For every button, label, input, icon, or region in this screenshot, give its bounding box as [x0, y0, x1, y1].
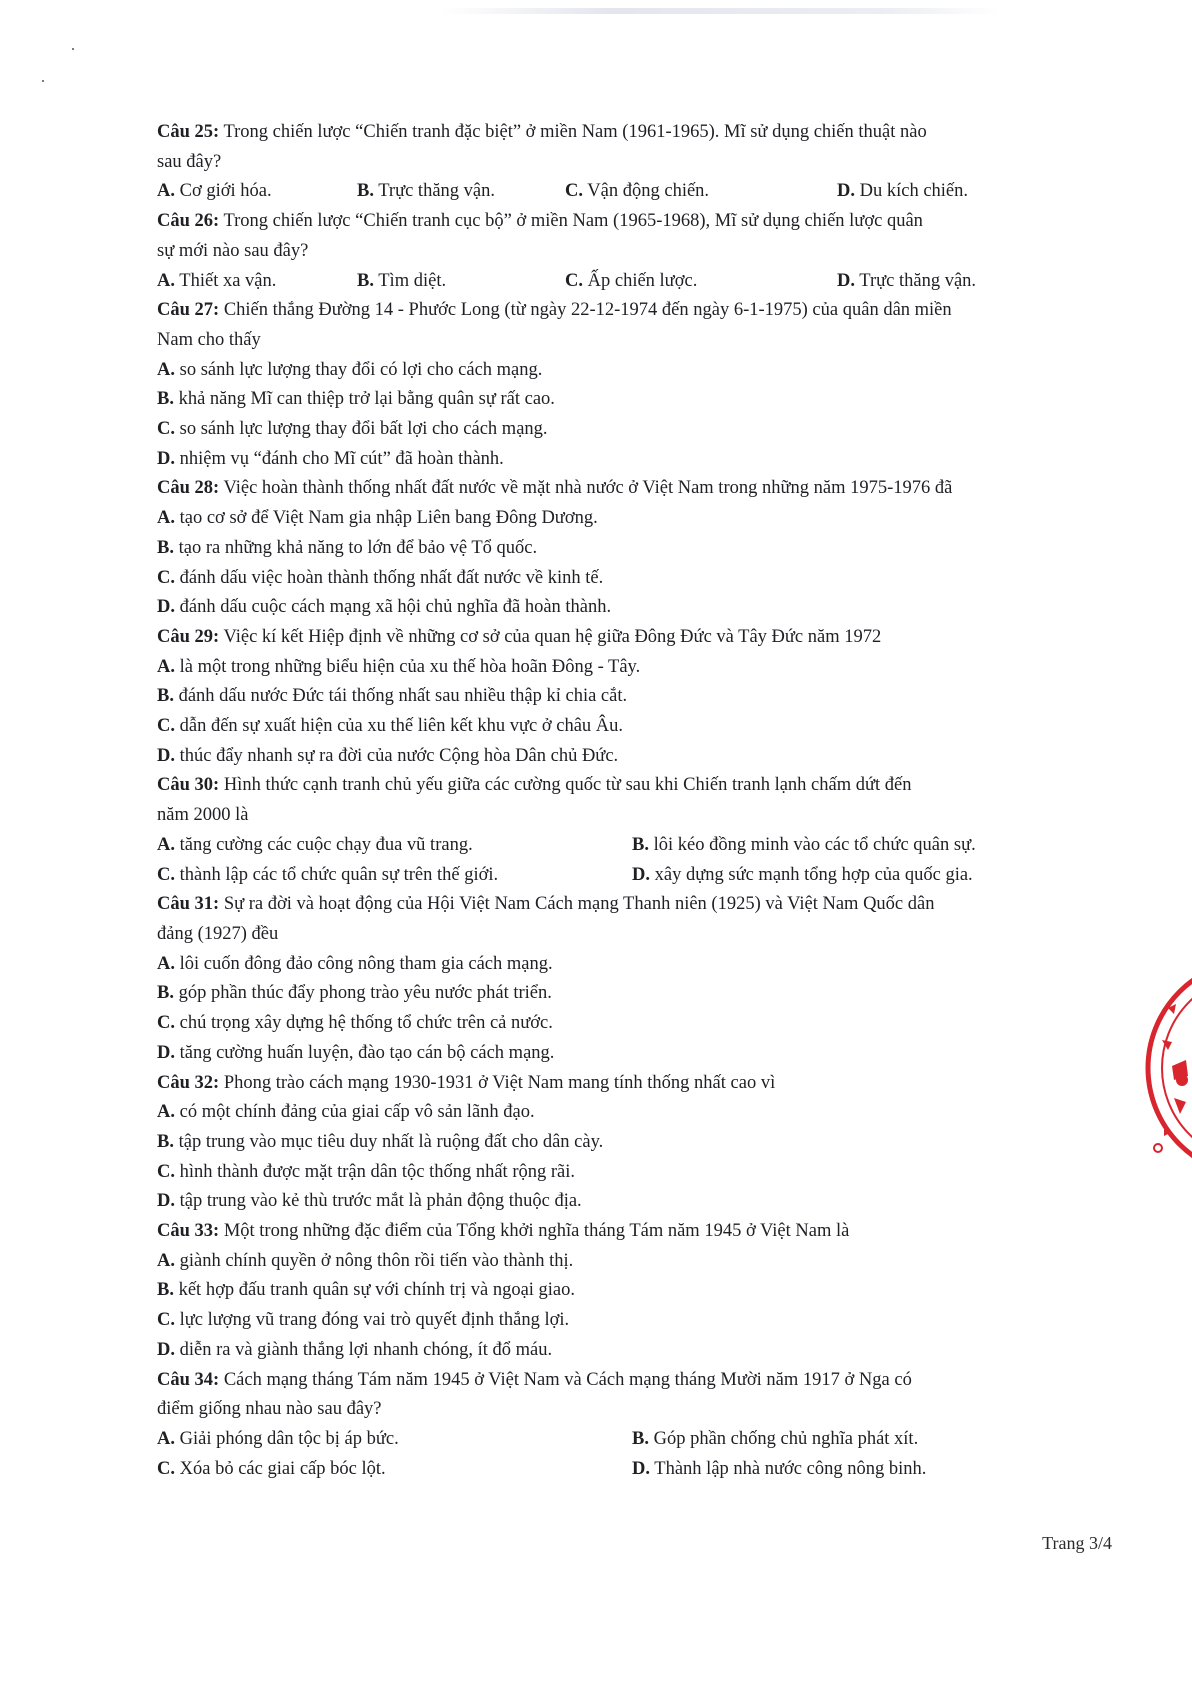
option-text: tạo cơ sở để Việt Nam gia nhập Liên bang Đông Dương.: [175, 508, 598, 529]
question-stem-line: [157, 474, 1112, 504]
option-letter: A.: [157, 834, 175, 855]
answer-option: [157, 746, 618, 766]
option-letter: C.: [565, 181, 583, 202]
option-text: tăng cường huấn luyện, đào tạo cán bộ cách mạng.: [175, 1042, 555, 1063]
option-text: tập trung vào kẻ thù trước mắt là phản động thuộc địa.: [175, 1191, 582, 1212]
option-text: lực lượng vũ trang đóng vai trò quyết định thắng lợi.: [175, 1310, 570, 1331]
option-letter: A.: [157, 953, 175, 974]
answer-option: [157, 449, 504, 469]
answer-option: [157, 597, 611, 617]
question-25: [157, 118, 1112, 207]
option-text: so sánh lực lượng thay đổi bất lợi cho cách mạng.: [175, 419, 548, 440]
question-30: [157, 771, 1112, 890]
option-letter: B.: [632, 834, 649, 855]
question-stem-line: [157, 207, 1112, 237]
answer-option: [157, 983, 552, 1003]
question-stem-line: [157, 296, 1112, 326]
option-letter: D.: [837, 181, 855, 202]
option-letter: B.: [157, 389, 174, 410]
option-letter: A.: [157, 1428, 175, 1449]
option-letter: D.: [157, 597, 175, 618]
question-stem-line: [157, 118, 1112, 148]
answer-option: [157, 835, 473, 855]
answer-option: [157, 538, 537, 558]
option-letter: D.: [157, 745, 175, 766]
option-letter: C.: [565, 270, 583, 291]
answer-option: [565, 271, 697, 291]
options-row: [157, 267, 1112, 297]
option-text: đánh dấu việc hoàn thành thống nhất đất nước về kinh tế.: [175, 567, 604, 588]
question-31: [157, 890, 1112, 1068]
option-text: tập trung vào mục tiêu duy nhất là ruộng đất cho dân cày.: [173, 1131, 604, 1152]
answer-option: [157, 1102, 535, 1122]
option-text: Trực thăng vận.: [373, 181, 495, 202]
option-letter: D.: [157, 448, 175, 469]
answer-option: [632, 1429, 918, 1449]
option-text: tăng cường các cuộc chạy đua vũ trang.: [175, 834, 473, 855]
answer-option: [632, 835, 976, 855]
answer-option: [157, 1459, 386, 1479]
question-number: Câu 29:: [157, 626, 220, 647]
question-number: Câu 31:: [157, 894, 220, 915]
options-row: [157, 1425, 1112, 1455]
question-number: Câu 30:: [157, 775, 220, 796]
option-text: có một chính đảng của giai cấp vô sản lãnh đạo.: [175, 1102, 535, 1123]
option-text: chú trọng xây dựng hệ thống tổ chức trên cả nước.: [175, 1013, 553, 1034]
option-letter: C.: [157, 419, 175, 440]
question-stem-text: Hình thức cạnh tranh chủ yếu giữa các cường quốc từ sau khi Chiến tranh lạnh chấm dứt đến: [219, 775, 912, 796]
answer-option: [157, 508, 598, 528]
scan-speck: [42, 80, 44, 82]
question-stem-text: Một trong những đặc điểm của Tổng khởi nghĩa tháng Tám năm 1945 ở Việt Nam là: [219, 1221, 850, 1242]
option-text: Ấp chiến lược.: [583, 270, 698, 291]
option-letter: C.: [157, 716, 175, 737]
answer-option: [837, 181, 968, 201]
option-text: khả năng Mĩ can thiệp trở lại bằng quân sự rất cao.: [173, 389, 555, 410]
question-stem-line: [157, 1366, 1112, 1396]
option-text: Thiết xa vận.: [175, 270, 277, 291]
answer-option: [157, 1310, 569, 1330]
option-letter: A.: [157, 508, 175, 529]
question-stem-text: Trong chiến lược “Chiến tranh đặc biệt” ở miền Nam (1961-1965). Mĩ sử dụng chiến thuật nào: [219, 122, 927, 142]
answer-option: [157, 181, 272, 201]
option-letter: D.: [632, 1458, 650, 1479]
option-text: giành chính quyền ở nông thôn rồi tiến vào thành thị.: [175, 1250, 574, 1271]
option-text: Thành lập nhà nước công nông binh.: [650, 1458, 927, 1479]
answer-option: [632, 1459, 926, 1479]
option-text: Trực thăng vận.: [855, 270, 977, 291]
options-row: [157, 177, 1112, 207]
question-number: Câu 32:: [157, 1072, 220, 1093]
answer-option: [157, 1013, 553, 1033]
answer-option: [157, 1251, 573, 1271]
question-stem-text: Phong trào cách mạng 1930-1931 ở Việt Nam mang tính thống nhất cao vì: [219, 1072, 776, 1093]
question-stem-line: [157, 890, 1112, 920]
answer-option: [157, 954, 553, 974]
answer-option: [837, 271, 976, 291]
option-text: Du kích chiến.: [855, 181, 969, 202]
option-text: Tìm diệt.: [373, 270, 447, 291]
option-text: Góp phần chống chủ nghĩa phát xít.: [648, 1428, 919, 1449]
option-letter: B.: [157, 537, 174, 558]
scan-smudge: [440, 8, 1000, 14]
option-letter: A.: [157, 1250, 175, 1271]
option-letter: B.: [357, 270, 374, 291]
option-letter: B.: [157, 686, 174, 707]
option-text: góp phần thúc đẩy phong trào yêu nước phát triển.: [173, 983, 552, 1004]
questions-list: [157, 118, 1112, 1484]
option-letter: C.: [157, 864, 175, 885]
option-text: Vận động chiến.: [583, 181, 710, 202]
question-stem-text: điểm giống nhau nào sau đây?: [157, 1399, 382, 1420]
question-stem-line: [157, 326, 1112, 356]
option-letter: A.: [157, 656, 175, 677]
scan-speck: [72, 48, 74, 50]
option-text: đánh dấu nước Đức tái thống nhất sau nhiều thập kỉ chia cắt.: [173, 686, 628, 707]
option-letter: C.: [157, 1458, 175, 1479]
answer-option: [157, 1162, 575, 1182]
options-row: [157, 1455, 1112, 1485]
question-stem-line: [157, 920, 1112, 950]
question-32: [157, 1069, 1112, 1218]
answer-option: [157, 1132, 603, 1152]
answer-option: [632, 865, 973, 885]
question-stem-line: [157, 1395, 1112, 1425]
option-text: so sánh lực lượng thay đổi có lợi cho cách mạng.: [175, 359, 543, 380]
option-text: kết hợp đấu tranh quân sự với chính trị và ngoại giao.: [173, 1280, 576, 1301]
answer-option: [565, 181, 709, 201]
option-letter: A.: [157, 1102, 175, 1123]
option-text: diễn ra và giành thắng lợi nhanh chóng, ít đổ máu.: [175, 1339, 553, 1360]
question-stem-text: sau đây?: [157, 151, 222, 172]
question-27: [157, 296, 1112, 474]
answer-option: [157, 1043, 554, 1063]
answer-option: [157, 686, 627, 706]
option-text: thúc đẩy nhanh sự ra đời của nước Cộng hòa Dân chủ Đức.: [175, 745, 619, 766]
answer-option: [157, 389, 555, 409]
answer-option: [157, 1340, 552, 1360]
question-stem-text: Việc kí kết Hiệp định về những cơ sở của quan hệ giữa Đông Đức và Tây Đức năm 1972: [219, 626, 882, 647]
answer-option: [157, 657, 640, 677]
answer-option: [157, 271, 276, 291]
answer-option: [157, 360, 542, 380]
option-text: lôi cuốn đông đảo công nông tham gia cách mạng.: [175, 953, 553, 974]
question-stem-text: Sự ra đời và hoạt động của Hội Việt Nam Cách mạng Thanh niên (1925) và Việt Nam Quốc dân: [219, 894, 935, 915]
question-stem-text: năm 2000 là: [157, 805, 249, 826]
question-stem-line: [157, 148, 1112, 178]
question-number: Câu 26:: [157, 211, 220, 232]
answer-option: [157, 1280, 575, 1300]
question-number: Câu 34:: [157, 1369, 220, 1390]
options-row: [157, 861, 1112, 891]
option-text: dẫn đến sự xuất hiện của xu thế liên kết khu vực ở châu Âu.: [175, 716, 624, 737]
option-letter: B.: [632, 1428, 649, 1449]
option-text: Cơ giới hóa.: [175, 181, 272, 202]
answer-option: [157, 1429, 399, 1449]
question-stem-line: [157, 771, 1112, 801]
option-letter: B.: [157, 1131, 174, 1152]
question-26: [157, 207, 1112, 296]
option-text: xây dựng sức mạnh tổng hợp của quốc gia.: [650, 864, 973, 885]
option-letter: B.: [157, 1280, 174, 1301]
question-stem-line: [157, 801, 1112, 831]
answer-option: [357, 271, 446, 291]
question-34: [157, 1366, 1112, 1485]
question-number: Câu 27:: [157, 300, 220, 321]
question-stem-text: Nam cho thấy: [157, 329, 261, 350]
option-letter: A.: [157, 359, 175, 380]
answer-option: [157, 1191, 582, 1211]
question-number: Câu 33:: [157, 1221, 220, 1242]
option-letter: D.: [157, 1042, 175, 1063]
question-number: Câu 28:: [157, 478, 220, 499]
question-stem-text: Trong chiến lược “Chiến tranh cục bộ” ở miền Nam (1965-1968), Mĩ sử dụng chiến lược quân: [219, 211, 923, 232]
answer-option: [357, 181, 495, 201]
option-letter: A.: [157, 270, 175, 291]
question-stem-line: [157, 1217, 1112, 1247]
question-stem-text: Cách mạng tháng Tám năm 1945 ở Việt Nam và Cách mạng tháng Mười năm 1917 ở Nga có: [219, 1369, 912, 1390]
question-29: [157, 623, 1112, 772]
option-text: là một trong những biểu hiện của xu thế hòa hoãn Đông - Tây.: [175, 656, 641, 677]
option-letter: D.: [157, 1339, 175, 1360]
answer-option: [157, 419, 548, 439]
question-stem-text: Việc hoàn thành thống nhất đất nước về mặt nhà nước ở Việt Nam trong những năm 1975-1976 đã: [219, 478, 953, 499]
option-letter: C.: [157, 567, 175, 588]
option-letter: A.: [157, 181, 175, 202]
red-seal-stamp-icon: [1138, 948, 1192, 1188]
question-28: [157, 474, 1112, 623]
option-text: lôi kéo đồng minh vào các tổ chức quân sự.: [648, 834, 976, 855]
question-stem-text: Chiến thắng Đường 14 - Phước Long (từ ngày 22-12-1974 đến ngày 6-1-1975) của quân dân miền: [219, 300, 952, 321]
option-letter: D.: [632, 864, 650, 885]
option-text: tạo ra những khả năng to lớn để bảo vệ Tổ quốc.: [173, 537, 538, 558]
answer-option: [157, 865, 498, 885]
question-number: Câu 25:: [157, 122, 220, 142]
option-letter: C.: [157, 1310, 175, 1331]
question-stem-line: [157, 1069, 1112, 1099]
option-text: Giải phóng dân tộc bị áp bức.: [175, 1428, 399, 1449]
option-text: hình thành được mặt trận dân tộc thống nhất rộng rãi.: [175, 1161, 575, 1182]
question-stem-line: [157, 237, 1112, 267]
option-text: nhiệm vụ “đánh cho Mĩ cút” đã hoàn thành.: [175, 448, 504, 469]
options-row: [157, 831, 1112, 861]
option-letter: B.: [157, 983, 174, 1004]
page-number: Trang 3/4: [1042, 1533, 1112, 1553]
option-letter: C.: [157, 1013, 175, 1034]
option-letter: D.: [157, 1191, 175, 1212]
option-letter: B.: [357, 181, 374, 202]
question-stem-text: sự mới nào sau đây?: [157, 240, 309, 261]
answer-option: [157, 716, 623, 736]
option-text: thành lập các tổ chức quân sự trên thế giới.: [175, 864, 499, 885]
answer-option: [157, 568, 603, 588]
option-letter: D.: [837, 270, 855, 291]
question-stem-text: đảng (1927) đều: [157, 923, 279, 944]
option-text: Xóa bỏ các giai cấp bóc lột.: [175, 1458, 386, 1479]
question-33: [157, 1217, 1112, 1366]
option-text: đánh dấu cuộc cách mạng xã hội chủ nghĩa đã hoàn thành.: [175, 597, 612, 618]
option-letter: C.: [157, 1161, 175, 1182]
question-stem-line: [157, 623, 1112, 653]
